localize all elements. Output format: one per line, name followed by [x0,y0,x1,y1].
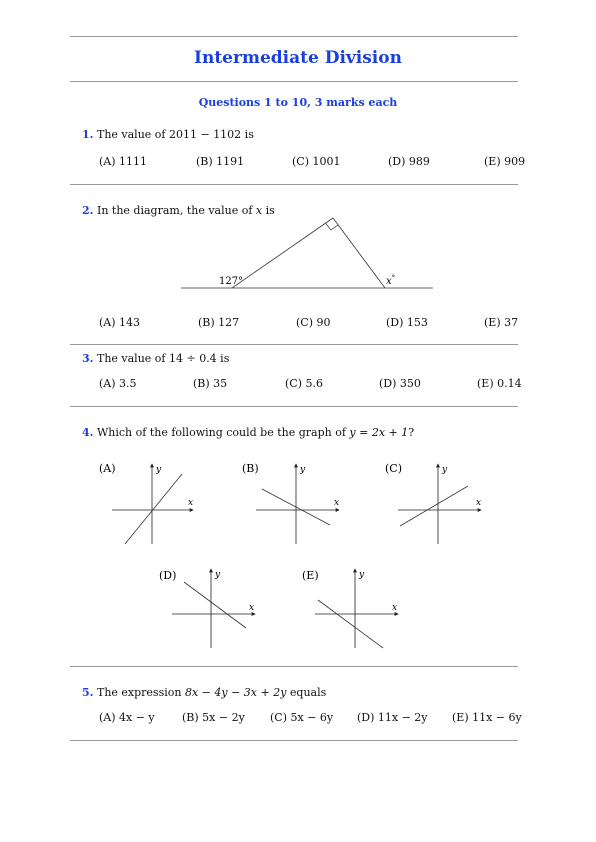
section-subtitle: Questions 1 to 10, 3 marks each [198,96,398,109]
question-number: 2. [82,204,94,217]
y-axis-label: y [300,465,306,475]
page-title: Intermediate Division [194,48,402,68]
question-equation: y = 2x + 1 [349,426,409,439]
angle-label-left: 127° [219,276,244,287]
question-number: 4. [82,426,94,439]
q1-option-c: (C) 1001 [292,155,341,168]
q5-option-c: (C) 5x − 6y [270,711,334,724]
question-text: The expression [96,686,185,699]
question-expression: 8x − 4y − 3x + 2y [184,686,287,699]
q1-option-e: (E) 909 [484,155,526,168]
graph-label: (D) [159,569,177,582]
q2-option-a: (A) 143 [99,316,141,329]
graph-d [159,569,255,648]
x-axis-label: x [392,603,398,613]
graph-label: (A) [99,462,116,475]
question-text-end: ? [408,426,415,439]
question-number: 5. [82,686,94,699]
q5-option-b: (B) 5x − 2y [182,711,245,724]
q2-option-e: (E) 37 [484,316,519,329]
divider [70,666,518,667]
graph-c [385,462,481,544]
question-5 [82,686,326,699]
q2-option-b: (B) 127 [198,316,240,329]
question-number: 1. [82,128,94,141]
y-axis-label: y [215,570,221,580]
x-axis-label: x [188,498,194,508]
q5-option-e: (E) 11x − 6y [452,711,522,724]
graph-label: (C) [385,462,402,475]
q1-option-b: (B) 1191 [196,155,245,168]
question-text-end: is [262,204,275,217]
graph-line [400,486,468,526]
y-axis-label: y [156,465,162,475]
x-axis-label: x [334,498,340,508]
question-text: Which of the following could be the graph of [96,426,350,439]
q3-option-d: (D) 350 [379,377,421,390]
x-axis-label: x [476,498,482,508]
q3-option-a: (A) 3.5 [99,377,137,390]
question-text: The value of 14 ÷ 0.4 is [96,352,230,365]
question-text: The value of 2011 − 1102 is [96,128,254,141]
y-axis-label: y [359,570,365,580]
graph-label: (E) [302,569,319,582]
bottom-rule [70,740,518,741]
angle-label-right: x° [386,274,396,287]
question-text-end: equals [286,686,327,699]
q3-option-b: (B) 35 [193,377,228,390]
q2-option-d: (D) 153 [386,316,428,329]
q5-option-d: (D) 11x − 2y [357,711,428,724]
q3-option-c: (C) 5.6 [285,377,323,390]
graph-line [318,600,383,648]
q1-option-a: (A) 1111 [99,155,148,168]
q5-option-a: (A) 4x − y [99,711,155,724]
question-text: In the diagram, the value of [96,204,256,217]
q3-option-e: (E) 0.14 [477,377,522,390]
graph-label: (B) [242,462,259,475]
graph-e [302,569,398,648]
x-axis-label: x [249,603,255,613]
question-number: 3. [82,352,94,365]
q1-option-d: (D) 989 [388,155,430,168]
q2-option-c: (C) 90 [296,316,331,329]
graph-line [125,474,182,544]
graph-line [184,582,246,628]
graph-a [99,462,193,544]
question-variable: x [255,204,263,217]
graph-b [242,462,339,544]
y-axis-label: y [442,465,448,475]
